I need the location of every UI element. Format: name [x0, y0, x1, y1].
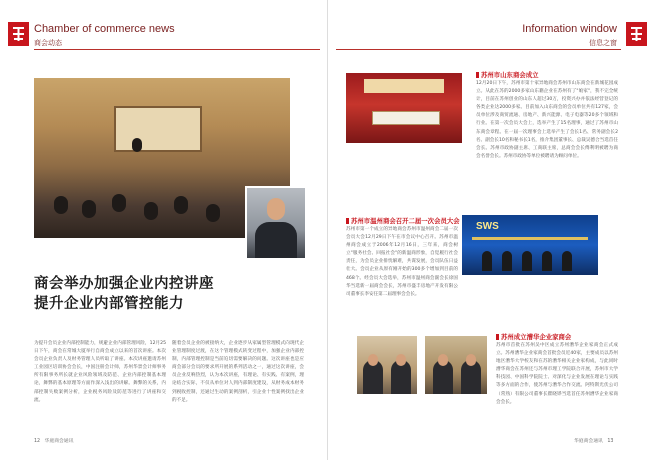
section-wenzhou-title-text: 苏州市温州商会召开二届一次会员大会 — [351, 217, 460, 225]
right-footer — [574, 437, 613, 444]
left-header-title: Chamber of commerce news — [34, 23, 175, 35]
photo-person — [522, 251, 532, 271]
audience-head — [82, 200, 96, 218]
photo-person — [482, 251, 492, 271]
speaker-portrait-photo — [245, 186, 307, 260]
photo-banner — [364, 79, 444, 93]
left-page-number: 12 — [34, 439, 41, 444]
wenzhou-chamber-photo — [462, 215, 598, 275]
photo-bar — [472, 237, 588, 240]
audience-head — [54, 196, 68, 214]
photo-person — [502, 251, 512, 271]
shandong-chamber-photo — [346, 73, 462, 143]
photo-face — [466, 354, 476, 366]
section-marker — [346, 218, 349, 224]
left-header-rule — [34, 49, 320, 50]
right-page-number: 13 — [607, 439, 614, 444]
left-page — [0, 0, 327, 460]
caohua-meeting-photo-1 — [357, 336, 417, 394]
conference-screen — [114, 106, 202, 152]
section-wenzhou-body: 苏州市第一个成立的异地商会苏州市温州商会二届一次会员大会12月29日下午在市会议中心召开。苏州市温州商会成立于2006年12月16日，三年来，商会树立"服务社会、回报社会"的新温商形象，自觉履行社会责任，为会员企业排忧解难，共谋发展，会员队伍日益壮大。会员企业从原有刚开始的300多个增加到目前的468个。经会员大会选举，苏州市温州商会副会长徐国华当选新一届商会会长，苏州市盛丰房地产开发有限公司董事长李安任第二届理事会会长。 — [346, 227, 458, 297]
audience-head — [144, 202, 158, 220]
section-shandong-title — [476, 70, 539, 79]
right-footer-title: 华庭商会通讯 — [574, 439, 603, 444]
speaker-figure — [132, 138, 142, 152]
section-marker — [496, 334, 499, 340]
left-header-subtitle: 商会动态 — [34, 39, 62, 47]
left-body-column-2: 随着会员企业的被接纳大，企业逐步从家属型管理模式向现代企业管理制度过渡，在这个管理模式转变过程中，加强企业内部控制，内部管理控制是当前迫切需要解决的问题。这次讲座也是应商会部分会员的要求所开展的系列活动之一，通过这次讲座，会员企业反响热烈，认为本次讲座，有理论、有实践、有案例，理论结合实际，不仅从单位对人到内部制度建设，从财务成本财务到税收控制，还通过生动的案例剖析，引企业十性案例找出企业的不足。 — [172, 341, 304, 403]
section-caohua-body: 苏州市首批在苏州吴中区成立苏州漕华企业家商会正式成立。苏州漕华企业家商会首批会员近40家，主要成员以苏州地区漕华大学校友和在苏的漕华相关企业家构成，与此同时漕华商会在苏州还与苏州市理工学院联合开展，苏州市大学科技园、中国科学院院士、对深化与企业发展在理论与实践等多方面的合作，使苏州与漕华合作交流。阿特斯光伏公司（常熟）有限公司董事长瞿晓铧当选首任苏州漕华企业家商会会长。 — [496, 343, 618, 405]
seal-glyph-icon — [629, 25, 644, 43]
left-body-column-1: 为提升会员企业内部控制能力，规避企业内部管理风险，12月25日下午，商会在常城大厦举行自商会成立以来的首次讲座。本次会员企业负责人及财务管理人员听取了讲座。本次讲座邀请苏州工业园区培训协会会长，中国注册会计师，苏州华景会计师事务所有限事务所长就企业风险领域及防范、企业内部控制基本理论，舞弊的基本原理等方面作深入浅出的讲解。舞弊的关系，内部控制失败案例分析，企业税务风险及防范等进行了讲座和交流。 — [34, 341, 166, 403]
photo-person — [562, 251, 572, 271]
portrait-suit — [255, 222, 297, 260]
caohua-meeting-photo-2 — [425, 336, 487, 394]
portrait-face — [267, 198, 285, 220]
section-shandong-body: 12月20日下午，苏州市第十家异地商会苏州市山东商会在新城花园成立。从此在苏的2000多家山东籍企业在苏州有了"娘家"，我不完全统计，目前在苏州创业的山东人超过30万，投资兴办并依法经营登记的各类企业达2000多家。目前加入山东商会的会员单位共有127家，会员单位涉及商贸流通、房地产、新兴能源、电子电器等20多个领域和行业。在第一次会员大会上，选举产生了15名理事，通过了苏州市山东商会章程。在一届一次理事会上选举产生了会长1名、常务副会长2名、副会长10名和秘书长1名，推介集团董事长、总裁吴德合当选首任会长。苏州市政协副主席、工商联主席，总商会会长傅利明被聘为商会名誉会长。苏州市政协等单位被聘请为顾问单位。 — [476, 81, 618, 159]
headline-line-2: 提升企业内部管控能力 — [34, 296, 184, 312]
section-shandong-title-text: 苏州市山东商会成立 — [481, 71, 539, 79]
section-wenzhou-title — [346, 216, 460, 225]
audience-head — [206, 204, 220, 222]
seal-glyph-icon — [11, 25, 26, 43]
photo-person — [542, 251, 552, 271]
section-caohua-title-text: 苏州成立漕华企业家商会 — [501, 333, 572, 341]
right-header-title: Information window — [522, 23, 617, 35]
photo-face — [438, 354, 448, 366]
photo-face — [368, 354, 378, 366]
wenzhou-photo-logo: SWS — [476, 221, 499, 232]
photo-face — [396, 354, 406, 366]
photo-scroll — [372, 111, 440, 125]
chamber-seal-icon — [8, 22, 29, 46]
audience-head — [174, 196, 188, 214]
section-marker — [476, 72, 479, 78]
section-caohua-title — [496, 332, 571, 341]
right-header-subtitle: 信息之窗 — [589, 39, 617, 47]
left-footer-title: 华庭商会通讯 — [44, 439, 74, 444]
right-header-rule — [336, 49, 621, 50]
chamber-seal-icon — [626, 22, 647, 46]
left-footer — [34, 437, 73, 444]
headline-line-1: 商会举办加强企业内控讲座 — [34, 276, 214, 292]
audience-head — [112, 194, 126, 212]
